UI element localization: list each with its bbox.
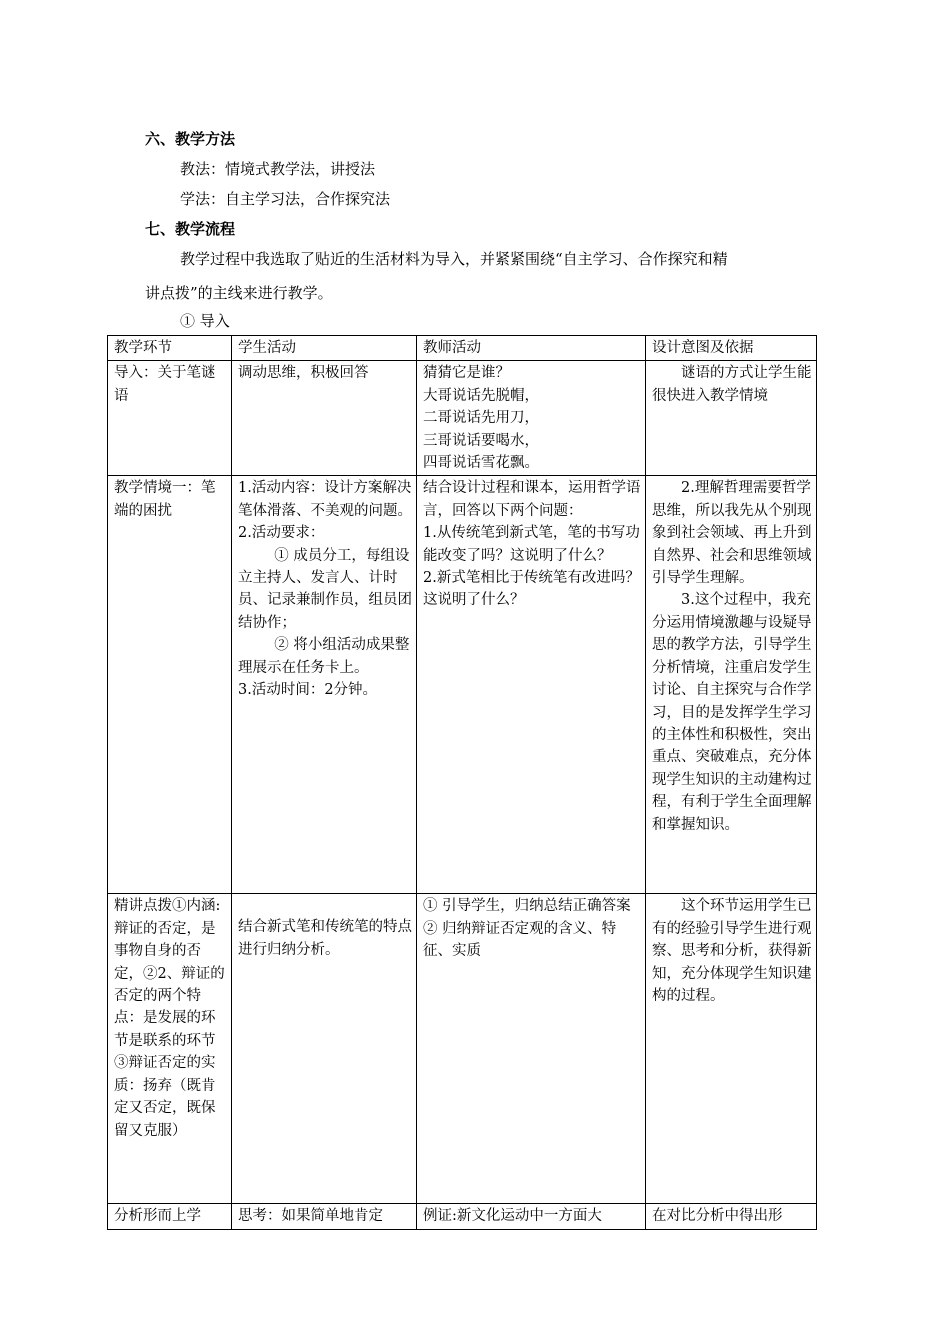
row1-design-text: 谜语的方式让学生能很快进入教学情境 bbox=[652, 365, 812, 404]
riddle-line: 四哥说话雪花飘。 bbox=[423, 455, 539, 472]
row4-student: 思考：如果简单地肯定 bbox=[232, 1204, 417, 1229]
design-point: 2.理解哲理需要哲学思维，所以我先从个别现象到社会领域、再上升到自然界、社会和思维领域引导学生理解。 bbox=[652, 480, 812, 587]
row3-teacher bbox=[417, 894, 646, 1204]
teaching-method: 教法：情境式教学法，讲授法 bbox=[180, 160, 376, 178]
flow-paragraph-line1: 教学过程中我选取了贴近的生活材料为导入，并紧紧围绕“自主学习、合作探究和精 bbox=[180, 250, 728, 268]
teacher-step: ① 引导学生，归纳总结正确答案 bbox=[423, 898, 631, 915]
row4-design: 在对比分析中得出形 bbox=[646, 1204, 817, 1229]
sub-heading-intro: ① 导入 bbox=[180, 312, 230, 330]
header-design: 设计意图及依据 bbox=[646, 336, 817, 361]
activity-requirement: 2.活动要求： bbox=[238, 525, 325, 542]
table-row bbox=[108, 476, 817, 894]
row3-design bbox=[646, 894, 817, 1204]
header-teacher: 教师活动 bbox=[417, 336, 646, 361]
header-student: 学生活动 bbox=[232, 336, 417, 361]
requirement-item: ② 将小组活动成果整理展示在任务卡上。 bbox=[238, 637, 410, 676]
table-row bbox=[108, 1204, 817, 1229]
riddle-line: 猜猜它是谁？ bbox=[423, 365, 510, 382]
teacher-instruction: 结合设计过程和课本，运用哲学语言，回答以下两个问题： bbox=[423, 480, 641, 519]
row1-design bbox=[646, 361, 817, 476]
teacher-question: 1.从传统笔到新式笔，笔的书写功能改变了吗？这说明了什么？ bbox=[423, 525, 640, 564]
row1-stage: 导入：关于笔谜语 bbox=[108, 361, 232, 476]
row2-design bbox=[646, 476, 817, 894]
table-header-row bbox=[108, 336, 817, 361]
flow-paragraph-line2: 讲点拨”的主线来进行教学。 bbox=[145, 284, 333, 302]
activity-content: 1.活动内容：设计方案解决笔体滑落、不美观的问题。 bbox=[238, 480, 412, 519]
section6-heading: 六、教学方法 bbox=[145, 130, 236, 148]
row3-design-text: 这个环节运用学生已有的经验引导学生进行观察、思考和分析，获得新知，充分体现学生知识建构的过程。 bbox=[652, 898, 812, 1005]
row2-stage: 教学情境一：笔端的困扰 bbox=[108, 476, 232, 894]
row1-teacher bbox=[417, 361, 646, 476]
table-row bbox=[108, 361, 817, 476]
row3-stage: 精讲点拨①内涵:辩证的否定，是事物自身的否定，②2、辩证的否定的两个特点：是发展的环节是联系的环节③辩证否定的实质：扬弃（既肯定又否定，既保留又克服） bbox=[108, 894, 232, 1204]
table-row bbox=[108, 894, 817, 1204]
section7-heading: 七、教学流程 bbox=[145, 220, 236, 238]
activity-time: 3.活动时间：2分钟。 bbox=[238, 682, 378, 699]
learning-method: 学法：自主学习法，合作探究法 bbox=[180, 190, 391, 208]
lesson-flow-table bbox=[107, 335, 817, 1230]
row4-stage: 分析形而上学 bbox=[108, 1204, 232, 1229]
row4-teacher: 例证:新文化运动中一方面大 bbox=[417, 1204, 646, 1229]
row1-student: 调动思维，积极回答 bbox=[232, 361, 417, 476]
design-point: 3.这个过程中，我充分运用情境激趣与设疑导思的教学方法，引导学生分析情境，注重启发学生讨论、自主探究与合作学习，目的是发挥学生学习的主体性和积极性，突出重点、突破难点，充分体现学生知识的主动建构过程，有利于学生全面理解和掌握知识。 bbox=[652, 592, 812, 833]
row2-teacher bbox=[417, 476, 646, 894]
row3-student: 结合新式笔和传统笔的特点进行归纳分析。 bbox=[232, 894, 417, 1204]
riddle-line: 大哥说话先脱帽， bbox=[423, 387, 539, 404]
riddle-line: 三哥说话要喝水， bbox=[423, 432, 539, 449]
requirement-item: ① 成员分工，每组设立主持人、发言人、计时员、记录兼制作员，组员团结协作； bbox=[238, 547, 412, 631]
riddle-line: 二哥说话先用刀， bbox=[423, 410, 539, 427]
header-stage: 教学环节 bbox=[108, 336, 232, 361]
teacher-step: ② 归纳辩证否定观的含义、特征、实质 bbox=[423, 920, 617, 960]
row2-student bbox=[232, 476, 417, 894]
teacher-question: 2.新式笔相比于传统笔有改进吗？这说明了什么？ bbox=[423, 570, 640, 609]
